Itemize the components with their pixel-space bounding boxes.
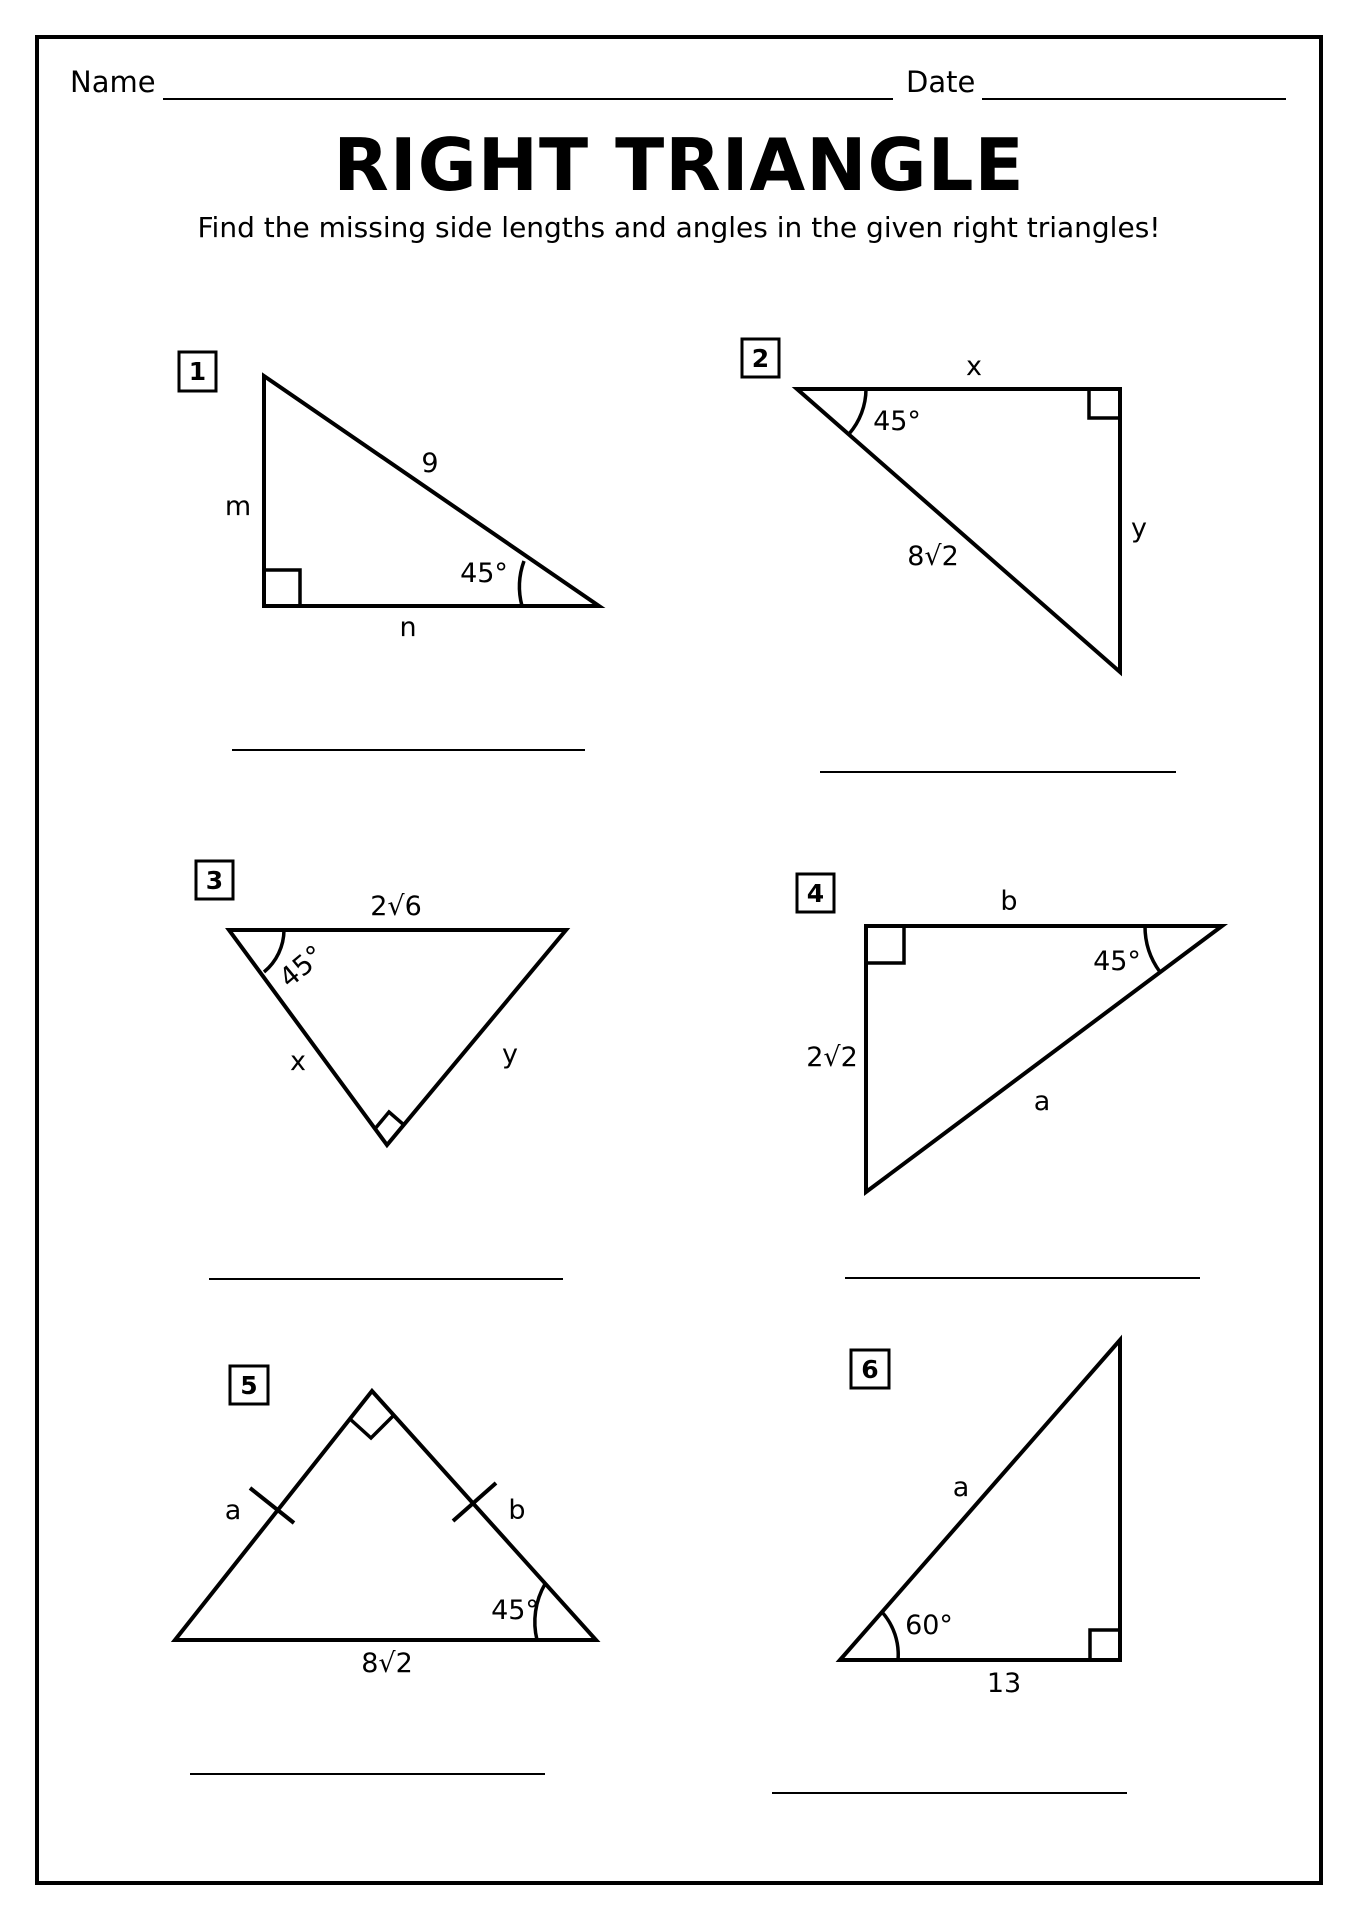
problem-5 bbox=[175, 1366, 596, 1774]
label-angle: 60° bbox=[905, 1610, 953, 1641]
label-base: 13 bbox=[986, 1668, 1022, 1699]
problem-1-number: 1 bbox=[188, 357, 207, 386]
label-angle: 45° bbox=[273, 939, 331, 995]
label-right: b bbox=[508, 1495, 526, 1526]
right-angle-mark bbox=[350, 1416, 393, 1438]
angle-arc bbox=[849, 389, 866, 434]
label-leg-bottom: n bbox=[399, 612, 417, 643]
triangle-2 bbox=[797, 389, 1120, 672]
triangle-4 bbox=[866, 926, 1222, 1192]
label-top: b bbox=[1000, 886, 1018, 917]
right-angle-mark bbox=[1089, 389, 1120, 418]
label-angle: 45° bbox=[1093, 946, 1141, 977]
page-title: RIGHT TRIANGLE bbox=[333, 123, 1025, 207]
label-base: 8√2 bbox=[361, 1648, 413, 1679]
label-top: 2√6 bbox=[370, 891, 422, 922]
problem-2 bbox=[742, 339, 1176, 772]
problem-1 bbox=[179, 352, 599, 750]
problem-4 bbox=[797, 874, 1222, 1278]
angle-arc bbox=[519, 561, 524, 606]
label-angle: 45° bbox=[491, 1595, 539, 1626]
date-label: Date bbox=[906, 65, 976, 99]
problem-6-number: 6 bbox=[861, 1355, 879, 1384]
label-left: a bbox=[224, 1495, 242, 1526]
right-angle-mark bbox=[866, 926, 904, 963]
angle-arc bbox=[1145, 926, 1160, 972]
right-angle-mark bbox=[1090, 1630, 1120, 1660]
label-right: y bbox=[502, 1039, 518, 1070]
label-angle: 45° bbox=[460, 558, 508, 589]
name-label: Name bbox=[70, 65, 156, 99]
problem-5-number: 5 bbox=[240, 1371, 258, 1400]
triangle-1 bbox=[264, 376, 599, 606]
problem-4-number: 4 bbox=[806, 879, 825, 908]
label-left: x bbox=[290, 1046, 306, 1077]
label-hypotenuse: 9 bbox=[421, 448, 439, 479]
right-angle-mark bbox=[264, 570, 300, 606]
label-hypotenuse: 8√2 bbox=[907, 541, 959, 572]
problem-2-number: 2 bbox=[751, 344, 770, 373]
problem-3 bbox=[196, 861, 566, 1279]
angle-arc bbox=[882, 1612, 898, 1660]
label-hypotenuse: a bbox=[1033, 1086, 1051, 1117]
problem-6 bbox=[772, 1340, 1127, 1793]
label-hypotenuse: a bbox=[952, 1472, 970, 1503]
label-top: x bbox=[966, 351, 982, 382]
instructions: Find the missing side lengths and angles in the given right triangles! bbox=[197, 211, 1161, 244]
problem-3-number: 3 bbox=[205, 866, 224, 895]
label-leg-left: m bbox=[224, 491, 252, 522]
label-right: y bbox=[1131, 513, 1147, 544]
label-angle: 45° bbox=[873, 406, 921, 437]
triangle-3 bbox=[229, 930, 566, 1145]
label-left: 2√2 bbox=[806, 1042, 858, 1073]
